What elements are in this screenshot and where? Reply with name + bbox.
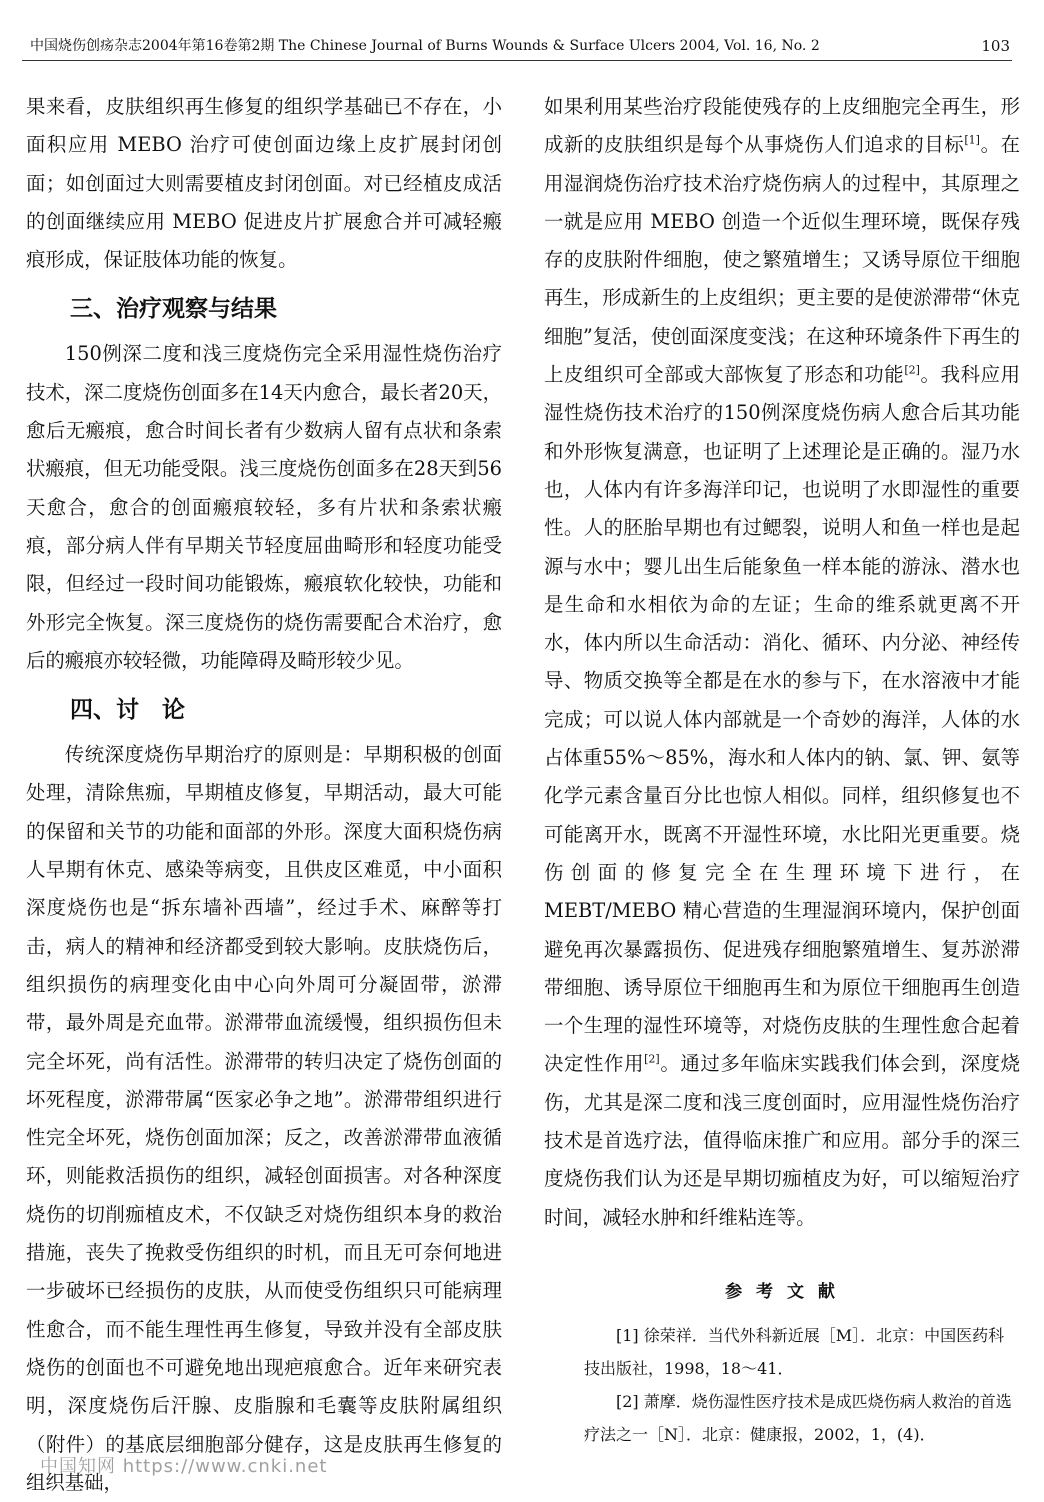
left-column <box>26 88 502 1502</box>
running-head-text: 中国烧伤创疡杂志2004年第16卷第2期 The Chinese Journal of Burns Wounds & Surface Ulcers 2004, Vol. 16, No. 2 <box>30 38 820 54</box>
discussion-continued-paragraph <box>544 88 1020 1237</box>
right-column <box>544 88 1020 1451</box>
running-header <box>30 36 1010 56</box>
continued-paragraph: 果来看，皮肤组织再生修复的组织学基础已不存在，小面积应用 MEBO 治疗可使创面边缘上皮扩展封闭创面；如创面过大则需要植皮封闭创面。对已经植皮成活的创面继续应用 MEBO 促进皮片扩展愈合并可减轻瘢痕形成，保证肢体功能的恢复。 <box>26 95 502 272</box>
page-number: 103 <box>981 37 1010 55</box>
citation-marker: [1] <box>964 133 980 147</box>
section-heading-results: 三、治疗观察与结果 <box>70 296 277 323</box>
para-segment: 。我科应用湿性烧伤技术治疗的150例深度烧伤病人愈合后其功能和外形恢复满意，也证明了上述理论是正确的。湿乃水也，人体内有许多海洋印记，也说明了水即湿性的重要性。人的胚胎早期也有过鳃裂，说明人和鱼一样也是起源与水中；婴儿出生后能象鱼一样本能的游泳、潜水也是生命和水相依为命的左证；生命的维系就更离不开水，体内所以生命活动：消化、循环、内分泌、神经传导、物质交换等全都是在水的参与下，在水溶液中才能完成；可以说人体内部就是一个奇妙的海洋，人体的水占体重55%～85%，海水和人体内的钠、氯、钾、氨等化学元素含量百分比也惊人相似。同样，组织修复也不可能离开水，既离不开湿性环境，水比阳光更重要。烧伤创面的修复完全在生理环境下进行，在 MEBT/MEBO 精心营造的生理湿润环境内，保护创面避免再次暴露损伤、促进残存细胞繁殖增生、复苏淤滞带细胞、诱导原位干细胞再生和为原位干细胞再生创造一个生理的湿性环境等，对烧伤皮肤的生理性愈合起着决定性作用 <box>544 363 1021 1076</box>
citation-marker: [2] <box>904 363 920 377</box>
citation-marker: [2] <box>644 1052 660 1066</box>
references-heading: 参 考 文 献 <box>725 1281 839 1302</box>
para-segment: 。通过多年临床实践我们体会到，深度烧伤，尤其是深二度和浅三度创面时，应用湿性烧伤治疗技术是首选疗法，值得临床推广和应用。部分手的深三度烧伤我们认为还是早期切痂植皮为好，可以缩短治疗时间，减轻水肿和纤维粘连等。 <box>544 1052 1021 1229</box>
results-paragraph: 150例深二度和浅三度烧伤完全采用湿性烧伤治疗技术，深二度烧伤创面多在14天内愈合，最长者20天，愈后无瘢痕，愈合时间长者有少数病人留有点状和条索状瘢痕，但无功能受限。浅三度烧伤创面多在28天到56天愈合，愈合的创面瘢痕较轻，多有片状和条索状瘢痕，部分病人伴有早期关节轻度屈曲畸形和轻度功能受限，但经过一段时间功能锻炼，瘢痕软化较快，功能和外形完全恢复。深三度烧伤的烧伤需要配合术治疗，愈后的瘢痕亦较轻微，功能障碍及畸形较少见。 <box>26 342 502 672</box>
header-rule <box>22 60 1012 61</box>
cnki-watermark: 中国知网 https://www.cnki.net <box>40 1456 328 1477</box>
discussion-paragraph: 传统深度烧伤早期治疗的原则是：早期积极的创面处理，清除焦痂，早期植皮修复，早期活动，最大可能的保留和关节的功能和面部的外形。深度大面积烧伤病人早期有休克、感染等病变，且供皮区难觅，中小面积深度烧伤也是“拆东墙补西墙”，经过手术、麻醉等打击，病人的精神和经济都受到较大影响。皮肤烧伤后，组织损伤的病理变化由中心向外周可分凝固带，淤滞带，最外周是充血带。淤滞带血流缓慢，组织损伤但未完全坏死，尚有活性。淤滞带的转归决定了烧伤创面的坏死程度，淤滞带属“医家必争之地”。淤滞带组织进行性完全坏死，烧伤创面加深；反之，改善淤滞带血液循环，则能救活损伤的组织，减轻创面损害。对各种深度烧伤的切削痂植皮术，不仅缺乏对烧伤组织本身的救治措施，丧失了挽救受伤组织的时机，而且无可奈何地进一步破坏已经损伤的皮肤，从而使受伤组织只可能病理性愈合，而不能生理性再生修复，导致并没有全部皮肤烧伤的创面也不可避免地出现疤痕愈合。近年来研究表明，深度烧伤后汗腺、皮脂腺和毛囊等皮肤附属组织（附件）的基底层细胞部分健存，这是皮肤再生修复的组织基础， <box>26 743 502 1494</box>
para-segment: 如果利用某些治疗段能使残存的上皮细胞完全再生，形成新的皮肤组织是每个从事烧伤人们追求的目标 <box>544 95 1020 157</box>
para-segment: 。在用湿润烧伤治疗技术治疗烧伤病人的过程中，其原理之一就是应用 MEBO 创造一个近似生理环境，既保存残存的皮肤附件细胞，使之繁殖增生；又诱导原位干细胞再生，形成新生的上皮组织；更主要的是使淤滞带“休克细胞”复活，使创面深度变浅；在这种环境条件下再生的上皮组织可全部或大部恢复了形态和功能 <box>544 133 1021 387</box>
reference-item: [2] 萧摩．烧伤湿性医疗技术是成匹烧伤病人救治的首选疗法之一［N］．北京：健康报，2002，1，(4)． <box>584 1391 1012 1444</box>
section-heading-discussion: 四、讨 论 <box>70 697 185 724</box>
reference-item: [1] 徐荣祥．当代外科新近展［M］．北京：中国医药科技出版社，1998，18～41． <box>584 1325 1005 1378</box>
